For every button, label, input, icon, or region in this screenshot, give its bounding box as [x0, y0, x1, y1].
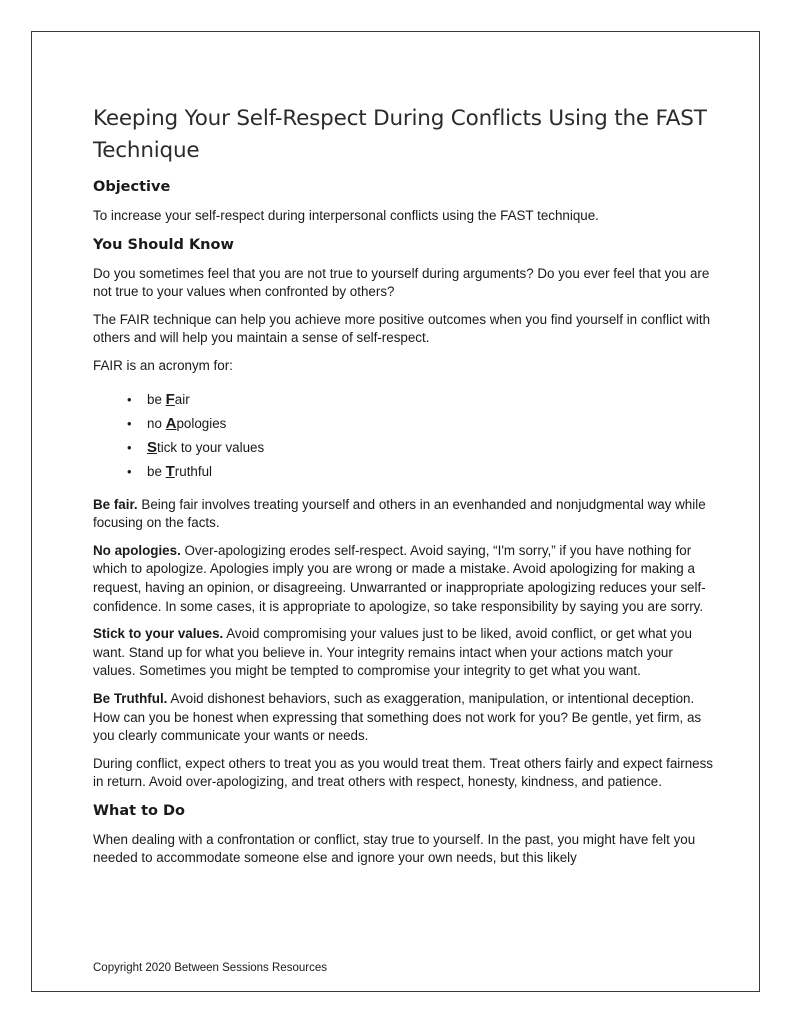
document-body: [93, 103, 713, 877]
be-truthful-lead: Be Truthful.: [93, 690, 168, 706]
acronym-item-fair: [147, 388, 713, 412]
be-truthful-text: Avoid dishonest behaviors, such as exaggeration, manipulation, or intentional deception. How can you be honest when expressing that something does not work for you? Be gentle, yet firm, as you clearly communicate your wants or needs.: [93, 690, 702, 744]
stick-to-values-lead: Stick to your values.: [93, 626, 224, 642]
be-fair-text: Being fair involves treating yourself and others in an evenhanded and nonjudgmental way while focusing on the facts.: [93, 496, 706, 531]
acronym-key-letter: A: [165, 414, 177, 432]
page-title: Keeping Your Self-Respect During Conflicts Using the FAST Technique: [93, 106, 707, 163]
closing-paragraph: During conflict, expect others to treat you as you would treat them. Treat others fairly and expect fairness in return. Avoid over-apologizing, and treat others with respect, honesty, kindness, and patience.: [93, 755, 713, 790]
objective-heading: Objective: [93, 179, 171, 195]
acronym-key-letter: T: [165, 462, 175, 480]
acronym-key-letter: S: [147, 438, 158, 456]
no-apologies-paragraph: [93, 542, 713, 616]
you-should-know-heading: You Should Know: [93, 236, 234, 253]
acronym-rest: pologies: [176, 415, 227, 431]
acronym-prefix: be: [147, 463, 166, 479]
know-paragraph-1: Do you sometimes feel that you are not true to yourself during arguments? Do you ever feel that you are not true to your values when confronted by others?: [93, 265, 710, 300]
acronym-list: [93, 388, 713, 484]
be-truthful-paragraph: [93, 690, 713, 746]
no-apologies-lead: No apologies.: [93, 542, 181, 558]
acronym-rest: tick to your values: [157, 439, 265, 455]
know-paragraph-3: FAIR is an acronym for:: [93, 357, 233, 373]
know-paragraph-2: The FAIR technique can help you achieve more positive outcomes when you find yourself in conflict with others and will help you maintain a sense of self-respect.: [93, 311, 711, 346]
acronym-rest: air: [174, 391, 190, 407]
stick-to-values-paragraph: [93, 625, 713, 681]
be-fair-paragraph: [93, 496, 713, 533]
acronym-key-letter: F: [165, 390, 175, 408]
copyright-footer: Copyright 2020 Between Sessions Resources: [93, 962, 327, 974]
acronym-prefix: be: [147, 391, 166, 407]
acronym-item-values: [147, 436, 713, 460]
acronym-rest: ruthful: [174, 463, 213, 479]
what-to-do-heading: What to Do: [93, 802, 186, 819]
objective-text: To increase your self-respect during interpersonal conflicts using the FAST technique.: [93, 208, 599, 223]
acronym-prefix: no: [147, 415, 166, 431]
be-fair-lead: Be fair.: [93, 496, 138, 512]
acronym-item-truthful: [147, 460, 713, 484]
acronym-item-apologies: [147, 412, 713, 436]
what-to-do-text: When dealing with a confrontation or conflict, stay true to yourself. In the past, you might have felt you needed to accommodate someone else and ignore your own needs, but this likely: [93, 831, 696, 866]
stick-to-values-text: Avoid compromising your values just to be liked, avoid conflict, or get what you want. Stand up for what you believe in. Your integrity remains intact when your actions match your values. Sometimes you might be tempted to compromise your integrity to get what you want.: [93, 626, 692, 679]
no-apologies-text: Over-apologizing erodes self-respect. Avoid saying, “I'm sorry,” if you have nothing for which to apologize. Apologies imply you are wrong or made a mistake. Avoid apologizing for making a request, having an opinion, or disagreeing. Unwarranted or inappropriate apologizing reduces your self-confidence. In some cases, it is appropriate to apologize, so take responsibility by saying you are sorry.: [93, 542, 706, 614]
